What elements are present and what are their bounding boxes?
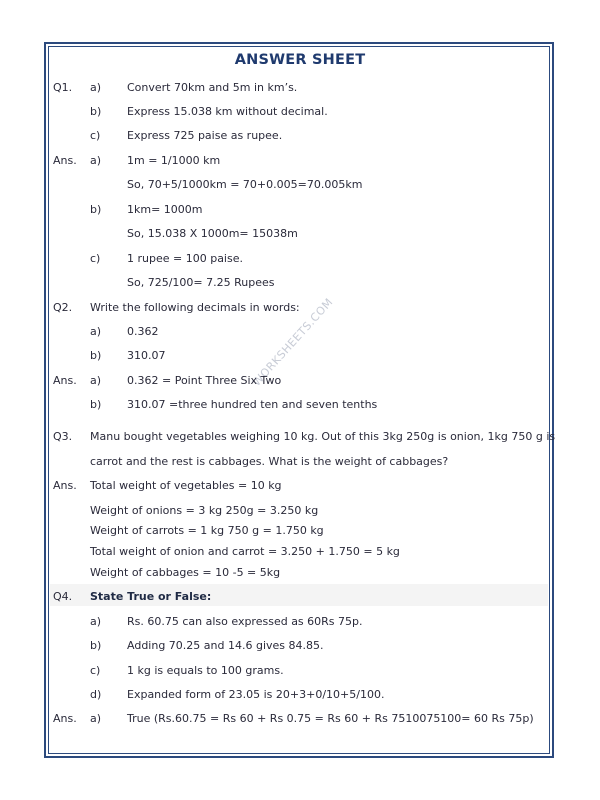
q1-c-label: c) <box>90 129 101 142</box>
q2-label: Q2. <box>53 301 73 314</box>
ans1-a-line2: So, 70+5/1000km = 70+0.005=70.005km <box>127 178 363 191</box>
q4-a-text: Rs. 60.75 can also expressed as 60Rs 75p. <box>127 615 363 628</box>
ans1-b-label: b) <box>90 203 102 216</box>
q3-line2: carrot and the rest is cabbages. What is the weight of cabbages? <box>90 455 449 468</box>
ans3-line2: Weight of onions = 3 kg 250g = 3.250 kg <box>90 504 319 517</box>
ans4-a-text: True (Rs.60.75 = Rs 60 + Rs 0.75 = Rs 60 + Rs 7510075100= 60 Rs 75p) <box>127 712 534 725</box>
ans1-c-label: c) <box>90 252 101 265</box>
ans3-line4: Total weight of onion and carrot = 3.250 + 1.750 = 5 kg <box>90 545 400 558</box>
ans1-c-line1: 1 rupee = 100 paise. <box>127 252 243 265</box>
q4-a-label: a) <box>90 615 102 628</box>
q2-b-text: 310.07 <box>127 349 166 362</box>
ans1-a-label: a) <box>90 154 102 167</box>
q4-d-text: Expanded form of 23.05 is 20+3+0/10+5/100. <box>127 688 385 701</box>
q4-b-text: Adding 70.25 and 14.6 gives 84.85. <box>127 639 324 652</box>
q4-c-label: c) <box>90 664 101 677</box>
q4-label: Q4. <box>53 590 73 603</box>
q1-b-label: b) <box>90 105 102 118</box>
q4-c-text: 1 kg is equals to 100 grams. <box>127 664 284 677</box>
ans1-b-line2: So, 15.038 X 1000m= 15038m <box>127 227 298 240</box>
q3-line1: Manu bought vegetables weighing 10 kg. Out of this 3kg 250g is onion, 1kg 750 g is <box>90 430 556 443</box>
ans2-a-label: a) <box>90 374 102 387</box>
ans3-line5: Weight of cabbages = 10 -5 = 5kg <box>90 566 281 579</box>
q4-b-label: b) <box>90 639 102 652</box>
q1-c-text: Express 725 paise as rupee. <box>127 129 283 142</box>
q3-label: Q3. <box>53 430 73 443</box>
q1-a-text: Convert 70km and 5m in km’s. <box>127 81 298 94</box>
ans1-a-line1: 1m = 1/1000 km <box>127 154 221 167</box>
q4-heading: State True or False: <box>90 590 212 603</box>
ans4-label: Ans. <box>53 712 77 725</box>
ans3-label: Ans. <box>53 479 77 492</box>
q1-a-label: a) <box>90 81 102 94</box>
q1-b-text: Express 15.038 km without decimal. <box>127 105 328 118</box>
ans1-label: Ans. <box>53 154 77 167</box>
q4-d-label: d) <box>90 688 102 701</box>
q2-question: Write the following decimals in words: <box>90 301 300 314</box>
q2-a-label: a) <box>90 325 102 338</box>
q2-a-text: 0.362 <box>127 325 159 338</box>
ans1-c-line2: So, 725/100= 7.25 Rupees <box>127 276 275 289</box>
watermark: WORKSHEETS.COM <box>250 295 336 389</box>
ans1-b-line1: 1km= 1000m <box>127 203 203 216</box>
ans2-b-label: b) <box>90 398 102 411</box>
q1-label: Q1. <box>53 81 73 94</box>
ans4-a-label: a) <box>90 712 102 725</box>
ans2-b-text: 310.07 =three hundred ten and seven tenths <box>127 398 378 411</box>
ans2-a-text: 0.362 = Point Three Six Two <box>127 374 282 387</box>
page-title: ANSWER SHEET <box>234 52 366 68</box>
ans3-line3: Weight of carrots = 1 kg 750 g = 1.750 kg <box>90 524 324 537</box>
q2-b-label: b) <box>90 349 102 362</box>
ans3-line1: Total weight of vegetables = 10 kg <box>90 479 282 492</box>
ans2-label: Ans. <box>53 374 77 387</box>
